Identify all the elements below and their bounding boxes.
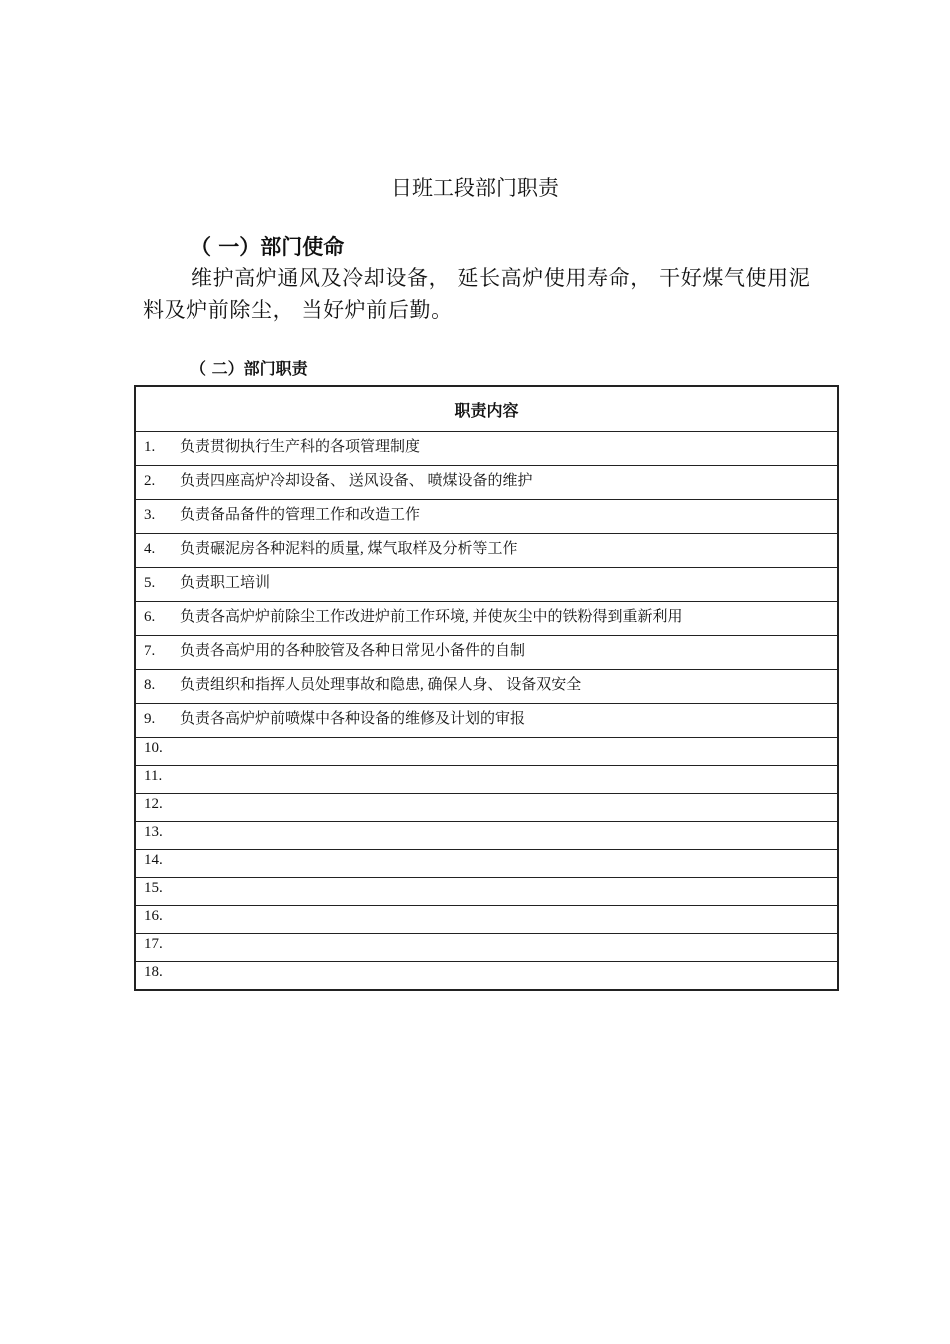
table-row — [135, 962, 838, 990]
row-number: 5. — [144, 575, 156, 591]
row-number: 8. — [144, 677, 156, 693]
row-number: 13. — [144, 824, 163, 840]
mission-heading: （ 一）部门使命 — [190, 235, 345, 259]
mission-text: 维护高炉通风及冷却设备， 延长高炉使用寿命， 干好煤气使用泥料及炉前除尘， 当好炉前后勤。 — [143, 266, 811, 322]
row-number: 3. — [144, 507, 156, 523]
row-number: 7. — [144, 643, 156, 659]
table-row — [135, 704, 838, 738]
table-cell — [135, 906, 838, 934]
row-number: 2. — [144, 473, 156, 489]
duties-table — [134, 385, 839, 991]
row-text: 负责各高炉用的各种胶管及各种日常见小备件的自制 — [180, 643, 526, 659]
table-row — [135, 602, 838, 636]
duties-heading: （ 二）部门职责 — [190, 359, 308, 378]
row-text: 负责贯彻执行生产科的各项管理制度 — [180, 439, 421, 455]
table-row — [135, 738, 838, 766]
row-text: 负责组织和指挥人员处理事故和隐患, 确保人身、 设备双安全 — [180, 677, 582, 693]
row-text: 负责各高炉炉前喷煤中各种设备的维修及计划的审报 — [180, 711, 526, 727]
row-text: 负责职工培训 — [180, 575, 271, 591]
row-number: 18. — [144, 964, 163, 980]
table-row — [135, 568, 838, 602]
row-text: 负责各高炉炉前除尘工作改进炉前工作环境, 并使灰尘中的铁粉得到重新利用 — [180, 609, 683, 625]
row-text: 负责四座高炉冷却设备、 送风设备、 喷煤设备的维护 — [180, 473, 533, 489]
table-row — [135, 670, 838, 704]
row-number: 16. — [144, 908, 163, 924]
table-row — [135, 934, 838, 962]
row-number: 11. — [144, 768, 163, 784]
table-row — [135, 878, 838, 906]
table-row — [135, 794, 838, 822]
table-cell — [135, 794, 838, 822]
table-row — [135, 636, 838, 670]
row-number: 4. — [144, 541, 156, 557]
table-cell — [135, 850, 838, 878]
row-number: 12. — [144, 796, 163, 812]
table-cell — [135, 500, 838, 534]
table-cell — [135, 670, 838, 704]
row-number: 1. — [144, 439, 156, 455]
table-cell — [135, 636, 838, 670]
table-row — [135, 534, 838, 568]
row-text: 负责备品备件的管理工作和改造工作 — [180, 507, 421, 523]
row-text: 负责碾泥房各种泥料的质量, 煤气取样及分析等工作 — [180, 541, 518, 557]
table-header-cell: 职责内容 — [135, 386, 838, 432]
table-cell — [135, 738, 838, 766]
table-row — [135, 766, 838, 794]
table-cell — [135, 602, 838, 636]
table-cell — [135, 822, 838, 850]
table-cell — [135, 704, 838, 738]
table-row — [135, 432, 838, 466]
table-header-row — [135, 386, 838, 432]
table-row — [135, 822, 838, 850]
table-cell — [135, 766, 838, 794]
table-cell — [135, 568, 838, 602]
table-cell — [135, 432, 838, 466]
row-number: 15. — [144, 880, 163, 896]
row-number: 6. — [144, 609, 156, 625]
row-number: 10. — [144, 740, 163, 756]
table-cell — [135, 934, 838, 962]
page-title: 日班工段部门职责 — [391, 176, 559, 200]
row-number: 17. — [144, 936, 163, 952]
table-cell — [135, 466, 838, 500]
table-row — [135, 466, 838, 500]
table-row — [135, 906, 838, 934]
table-cell — [135, 962, 838, 990]
table-cell — [135, 534, 838, 568]
row-number: 9. — [144, 711, 156, 727]
row-number: 14. — [144, 852, 163, 868]
table-row — [135, 500, 838, 534]
table-row — [135, 850, 838, 878]
table-cell — [135, 878, 838, 906]
